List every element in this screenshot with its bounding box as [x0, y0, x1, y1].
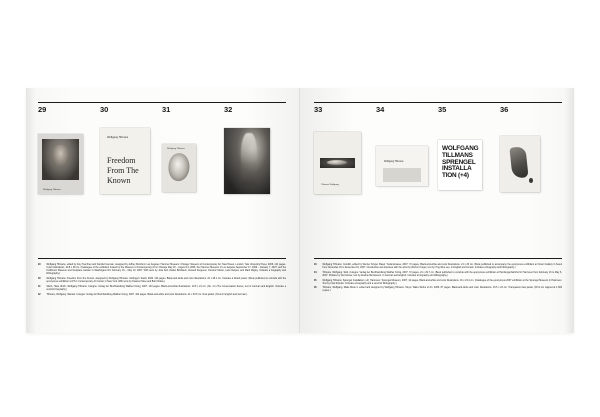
plate-number-36: 36 [500, 105, 509, 114]
right-page [300, 88, 574, 333]
caption-text-29: Wolfgang Tillmans, edited by Amy Teschner and Kamila Foreman, designed by Jeffrey Mumford. Los Angeles: Hammer Museum; Chicago: Museum of Contemporary Art; New Haven, London: Yale University Press, 2006. 141 pages. Color illustrations. 23.8 x 28 cm. (Catalogue of the exhibition hosted by the Museum of Contemporary Art in Chicago May 20 – August 13, 2006; the Hammer Museum in Los Angeles September 17, 2006 – January 7, 2007; and the Krollbrunn Museum and Sculpture Garden in Washington DC February 15 – May 13, 2007. With texts by Julie Ault, Daniel Birnbaum, Russell Ferguson, Dominic Molon, Lane Relyea, and Mark Wigley. Includes a biography and bibliography.) [46, 264, 286, 276]
plate-number-29: 29 [38, 105, 47, 114]
book-cover-34 [376, 146, 428, 186]
left-page-bottom-rule [38, 258, 286, 259]
right-page-plate-numbers [314, 105, 562, 114]
caption-text-35: Wolfgang Tillmans: Sprengel Installation (+4). Hannover: Sprengel Museum, 2007. 44 pages. Black-and-white and color illustrations. 16 x 23.4 cm. (Catalogue of the eponymous 2007 exhibition at the Sprengel Museum in Hannover. Text by Irina Schulze. Includes a biography and a succinct bibliography.) [322, 279, 562, 285]
book-cover-33 [314, 132, 361, 194]
book-cover-31 [162, 144, 196, 192]
right-page-top-rule [314, 102, 562, 103]
cover-30-title: Freedom From The Known [107, 156, 139, 185]
plate-number-30: 30 [100, 105, 109, 114]
book-cover-29 [38, 134, 83, 194]
caption-entry-30 [38, 278, 286, 284]
caption-entry-33 [314, 264, 562, 270]
caption-text-36: Tillmans, Wolfgang. Make Book 4, edited and designed by Wolfgang Tillmans. Tokyo: Wako Works of Art, 2008. 87 pages. Black-and-white and color illustrations. 15.5 x 22 cm. Transparent dust jacket. (Print run capped at 1,500 copies.) [322, 287, 562, 293]
book-spread [26, 88, 574, 333]
caption-entry-29 [38, 264, 286, 276]
cover-31-header: Wolfgang Tillmans [167, 148, 185, 150]
book-cover-36 [500, 136, 540, 192]
left-page-plates [38, 118, 286, 194]
caption-number-32: 32 [38, 293, 41, 296]
caption-entry-36 [314, 287, 562, 293]
plate-slot-33 [314, 118, 376, 194]
caption-entry-32 [38, 294, 286, 297]
plate-number-31: 31 [162, 105, 171, 114]
book-cover-35 [438, 140, 482, 190]
caption-number-29: 29 [38, 264, 41, 266]
caption-number-31: 31 [38, 285, 41, 288]
caption-text-34: Tillmans, Wolfgang. Skid. Cologne: Verlag der Buchhandlung Walther König, 2007. 72 pages. 21 x 29.7 cm. (Book published to coincide with the eponymous exhibition at Hamburgerbahnhof in Hannover from February 16 to May 6, 2007. Preface by Veit Görner, text by Eveline Bernasconi. In German and English. Includes a biography and bibliography.) [322, 271, 562, 277]
cover-35-title: WOLFGANG TILLMANS SPRENGEL INSTALLA TION (+4) [442, 145, 479, 180]
left-page [26, 88, 300, 333]
left-page-captions [38, 264, 286, 298]
right-page-bottom-rule [314, 258, 562, 259]
left-page-plate-numbers [38, 105, 286, 114]
plate-slot-29 [38, 118, 100, 194]
caption-number-33: 33 [314, 264, 317, 266]
plate-slot-35 [438, 118, 500, 190]
cover-34-band [383, 168, 421, 182]
right-page-plates [314, 118, 562, 194]
plate-slot-36 [500, 118, 562, 192]
cover-33-caption: Tillmans Wolfgang [321, 184, 339, 186]
book-cover-32 [224, 128, 270, 194]
cover-29-caption: Wolfgang Tillmans [43, 189, 61, 191]
caption-number-35: 35 [314, 279, 317, 282]
caption-entry-31 [38, 286, 286, 292]
caption-text-30: Wolfgang Tillmans: Freedom From the Known, designed by Wolfgang Tillmans. Göttingen: Steidl, 2006. 124 pages. Black-and-white and color illustrations. 22 x 28.1 cm. Includes a folded poster. (Book published to coincide with the eponymous exhibition at P.S.1 Contemporary Art Center in New York. With texts by Kwame Helse and Bob Nickas.) [46, 277, 286, 284]
cover-29-photograph [42, 139, 79, 180]
plate-slot-34 [376, 118, 438, 186]
caption-number-30: 30 [38, 277, 41, 280]
cover-36-dot [529, 178, 533, 183]
plate-number-34: 34 [376, 105, 385, 114]
plate-number-32: 32 [224, 105, 233, 114]
plate-number-35: 35 [438, 105, 447, 114]
book-cover-30 [100, 128, 150, 194]
caption-text-31: Silent, Hans Ulrich, Wolfgang Tillmans: Cologne: Verlag der Buchhandlung Walther König, 2007. 143 pages. Black-and-white illustrations. 10.5 x 21 cm. (No. 4 in The Conversation Series, text in German and English. Includes a succinct biography.) [46, 285, 286, 291]
caption-text-33: Wolfgang Tillmans: Conditti, edited by Werner Krüger. Basel: Teufenstrasse, 2007. 72 pages. Black-and-white and color illustrations. 21 x 26 cm. (Book published to accompany the eponymous exhibition at Orsoni Gallery in Seoul from November 16 to December 10, 2007. Introduction and interview with the artist by Werner Krüger, text by Ying Woo Lee, in English and Korean. Includes a biography and bibliography.) [322, 264, 562, 270]
left-page-edge-shadow [26, 88, 36, 333]
cover-30-subtitle: Wolfgang Tillmans [107, 136, 129, 139]
right-page-edge-shadow [564, 88, 574, 333]
caption-entry-35 [314, 280, 562, 286]
caption-entry-34 [314, 272, 562, 278]
right-page-captions [314, 264, 562, 295]
cover-31-artwork [168, 153, 189, 181]
caption-text-32: Tillmans, Wolfgang. Manual. Cologne: Verlag der Buchhandlung Walther König, 2007. 422 pages. Black-and-white and color illustrations. 21 x 30.5 cm. Dust jacket. (Texts in English and German.) [46, 293, 248, 296]
cover-33-artwork [320, 158, 355, 168]
left-page-top-rule [38, 102, 286, 103]
cover-32-photograph [224, 128, 270, 194]
plate-slot-31 [162, 118, 224, 192]
plate-number-33: 33 [314, 105, 323, 114]
cover-34-caption: Wolfgang Tillmans [384, 160, 404, 163]
caption-number-34: 34 [314, 271, 317, 274]
cover-36-artwork [510, 146, 529, 179]
plate-slot-32 [224, 118, 286, 194]
plate-slot-30 [100, 118, 162, 194]
caption-number-36: 36 [314, 287, 317, 290]
